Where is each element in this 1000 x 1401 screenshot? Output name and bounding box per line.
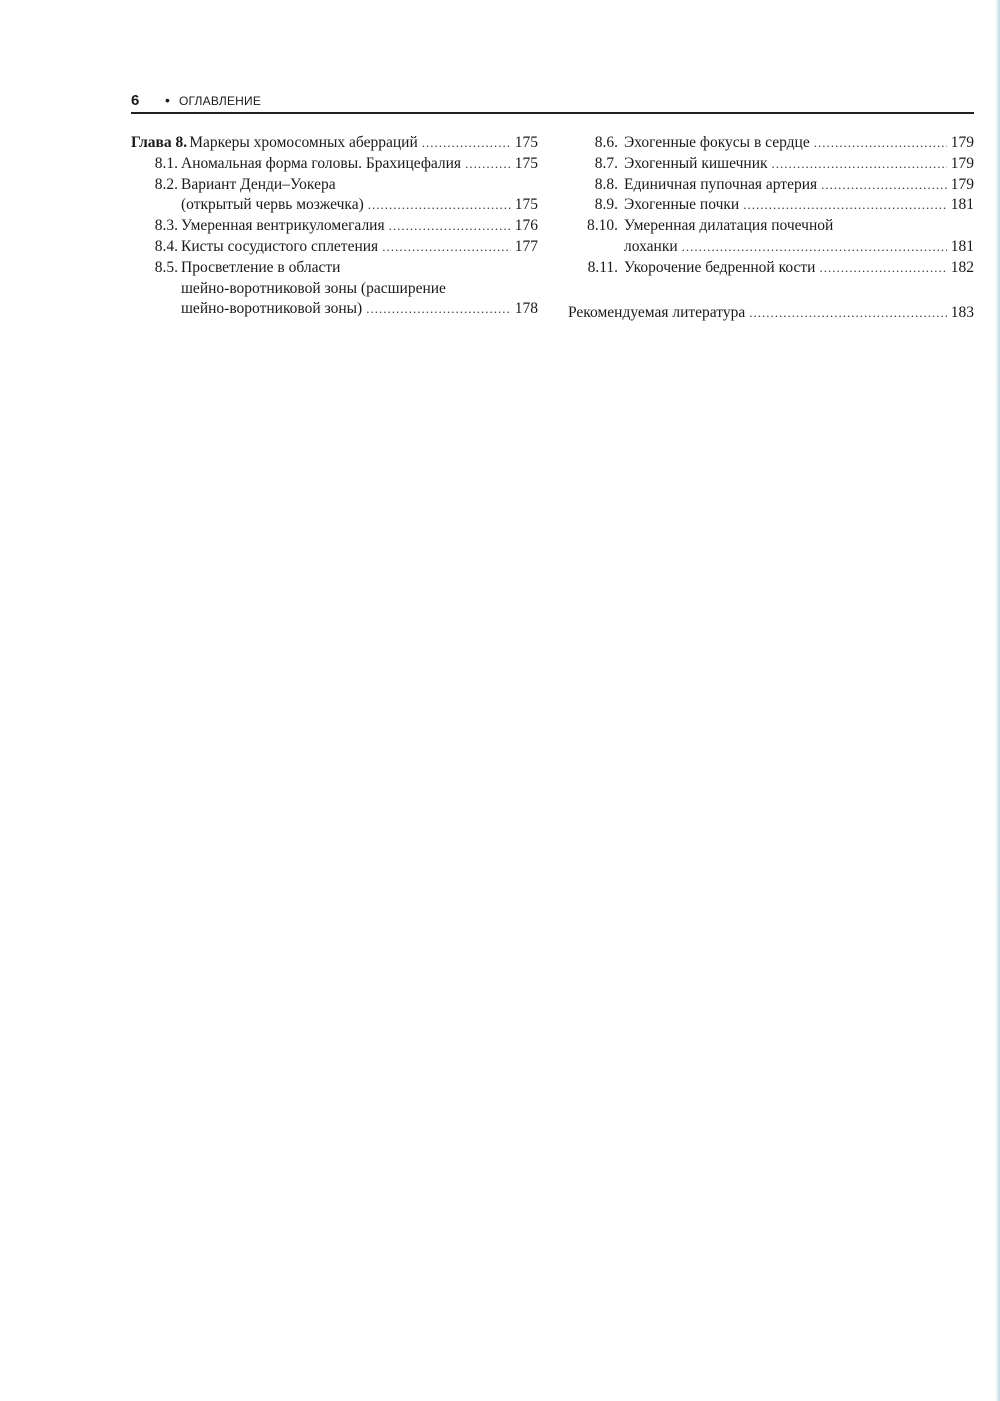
leader-dots: [814, 133, 947, 154]
leader-dots: [772, 154, 947, 175]
entry-number: 8.2.: [154, 175, 178, 193]
entry-title: Просветление в области: [181, 258, 341, 276]
page-edge-tint: [995, 0, 1000, 1401]
toc-entry-8-3[interactable]: [131, 216, 538, 237]
entry-number: 8.11.: [587, 258, 618, 276]
toc-literature-entry[interactable]: [568, 303, 974, 324]
entry-title: Эхогенные фокусы в сердце: [624, 134, 810, 151]
toc-entry-8-4[interactable]: [131, 237, 538, 258]
leader-dots: [366, 299, 511, 320]
toc-entry-8-10[interactable]: [568, 216, 974, 258]
literature-title: Рекомендуемая литература: [568, 303, 746, 321]
entry-title: Аномальная форма головы. Брахицефалия: [181, 154, 462, 172]
toc-entry-8-2[interactable]: [131, 175, 538, 217]
section-title: ОГЛАВЛЕНИЕ: [179, 94, 262, 108]
entry-title: Вариант Денди–Уокера: [181, 175, 336, 193]
entry-number: 8.3.: [154, 217, 178, 235]
entry-number: 8.6.: [594, 134, 618, 151]
running-header: [131, 90, 974, 114]
leader-dots: [821, 175, 947, 196]
toc-chapter-entry[interactable]: [131, 133, 538, 154]
leader-dots: [389, 216, 511, 237]
toc-right-column: [568, 133, 974, 323]
page-ref: 181: [950, 237, 974, 255]
entry-number: 8.4.: [154, 237, 178, 255]
entry-title-cont: лоханки: [624, 237, 678, 255]
entry-title: Единичная пупочная артерия: [624, 175, 818, 193]
entry-number: 8.8.: [594, 175, 618, 193]
page-ref: 183: [950, 303, 974, 321]
page-ref: 179: [950, 154, 974, 172]
entry-number: 8.9.: [594, 196, 618, 214]
entry-title: Эхогенные почки: [624, 196, 740, 214]
entry-title: Умеренная дилатация почечной: [624, 217, 834, 235]
entry-number: 8.5.: [154, 258, 178, 276]
entry-number: 8.1.: [154, 154, 178, 172]
toc-entry-8-7[interactable]: [568, 154, 974, 175]
leader-dots: [749, 303, 947, 324]
page-ref: 175: [514, 196, 538, 214]
leader-dots: [422, 133, 511, 154]
page-number: 6: [131, 92, 140, 109]
toc-entry-8-6[interactable]: [568, 133, 974, 154]
leader-dots: [682, 237, 947, 258]
chapter-label: Глава 8.: [131, 134, 188, 151]
toc-entry-8-1[interactable]: [131, 154, 538, 175]
entry-title: Эхогенный кишечник: [624, 154, 768, 172]
entry-number: 8.7.: [594, 154, 618, 172]
leader-dots: [819, 258, 946, 279]
entry-title-cont: шейно-воротниковой зоны): [181, 300, 363, 318]
chapter-title: Маркеры хромосомных аберраций: [189, 134, 418, 151]
entry-title-cont: шейно-воротниковой зоны (расширение: [181, 279, 446, 297]
spacer: [568, 279, 974, 303]
toc-entry-8-5[interactable]: [131, 258, 538, 320]
page-ref: 177: [514, 237, 538, 255]
page-ref: 179: [950, 134, 974, 151]
toc-entry-8-8[interactable]: [568, 175, 974, 196]
leader-dots: [368, 195, 511, 216]
entry-title: Умеренная вентрикуломегалия: [181, 217, 385, 235]
page-ref: 178: [514, 300, 538, 318]
page-ref: 181: [950, 196, 974, 214]
toc-entry-8-11[interactable]: [568, 258, 974, 279]
page-ref: 175: [514, 134, 538, 151]
leader-dots: [465, 154, 511, 175]
page-ref: 176: [514, 217, 538, 235]
leader-dots: [743, 195, 947, 216]
entry-title-cont: (открытый червь мозжечка): [181, 196, 364, 214]
page-ref: 182: [950, 258, 974, 276]
page-ref: 179: [950, 175, 974, 193]
entry-title: Укорочение бедренной кости: [624, 258, 816, 276]
entry-title: Кисты сосудистого сплетения: [181, 237, 379, 255]
toc-left-column: [131, 133, 538, 320]
entry-number: 8.10.: [587, 217, 618, 235]
bullet-separator: •: [165, 92, 170, 108]
leader-dots: [382, 237, 511, 258]
toc-entry-8-9[interactable]: [568, 195, 974, 216]
page-ref: 175: [514, 154, 538, 172]
